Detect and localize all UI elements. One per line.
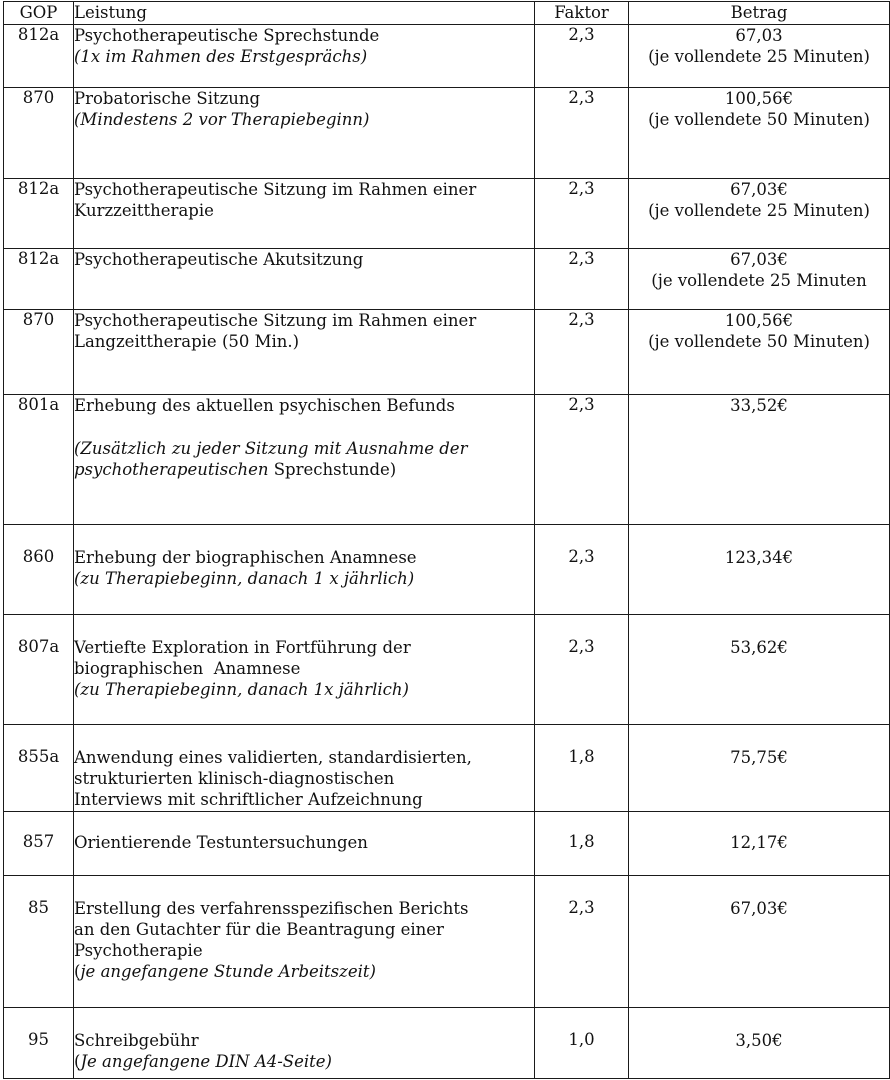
faktor-value: 2,3 (535, 25, 629, 88)
table-row (4, 1008, 890, 1079)
gop-code: 870 (4, 88, 74, 179)
leistung-cell (74, 310, 535, 395)
gop-code: 85 (4, 876, 74, 1008)
faktor-value: 1,8 (535, 812, 629, 876)
betrag-note: (je vollendete 25 Minuten) (648, 47, 870, 66)
betrag-note: (je vollendete 25 Minuten) (648, 201, 870, 220)
leistung-text: Orientierende Testuntersuchungen (74, 833, 368, 852)
table-row (4, 25, 890, 88)
leistung-text: Erhebung des aktuellen psychischen Befunds (74, 396, 455, 415)
faktor-value: 1,8 (535, 725, 629, 812)
betrag-cell (629, 525, 890, 615)
note-open-paren: ( (74, 1052, 81, 1071)
header-gop: GOP (4, 2, 74, 25)
gop-code: 860 (4, 525, 74, 615)
table-row (4, 615, 890, 725)
header-row (4, 2, 890, 25)
betrag-cell (629, 812, 890, 876)
note-open-paren: ( (74, 962, 81, 981)
leistung-cell (74, 249, 535, 310)
leistung-text-line: Anwendung eines validierten, standardisierten, (74, 748, 472, 767)
leistung-note: (1x im Rahmen des Erstgesprächs) (74, 47, 368, 66)
leistung-note-line (74, 1051, 534, 1072)
leistung-text-line: Langzeittherapie (50 Min.) (74, 332, 300, 351)
header-faktor: Faktor (535, 2, 629, 25)
leistung-cell (74, 812, 535, 876)
leistung-note-line (74, 459, 534, 480)
leistung-text-line: Kurzzeittherapie (74, 201, 214, 220)
leistung-cell (74, 725, 535, 812)
leistung-text: Erhebung der biographischen Anamnese (74, 548, 417, 567)
gop-code: 95 (4, 1008, 74, 1079)
leistung-text-line: Vertiefte Exploration in Fortführung der (74, 638, 411, 657)
betrag-value: 33,52€ (730, 396, 788, 415)
table-row (4, 179, 890, 249)
faktor-value: 2,3 (535, 876, 629, 1008)
leistung-note: (Zusätzlich zu jeder Sitzung mit Ausnahme der (74, 439, 468, 458)
betrag-note: (je vollendete 50 Minuten) (648, 332, 870, 351)
faktor-value: 2,3 (535, 395, 629, 525)
betrag-cell (629, 876, 890, 1008)
leistung-text-line: Erstellung des verfahrensspezifischen Berichts (74, 899, 469, 918)
gop-code: 812a (4, 25, 74, 88)
betrag-cell (629, 395, 890, 525)
gop-code: 812a (4, 249, 74, 310)
leistung-cell (74, 525, 535, 615)
leistung-text-line: Psychotherapie (74, 941, 203, 960)
fee-table (3, 1, 890, 1079)
leistung-cell (74, 1008, 535, 1079)
header-leistung: Leistung (74, 2, 535, 25)
betrag-value: 67,03€ (730, 899, 788, 918)
leistung-text: Psychotherapeutische Sprechstunde (74, 26, 380, 45)
betrag-value: 75,75€ (730, 748, 788, 767)
gop-code: 857 (4, 812, 74, 876)
leistung-text: Psychotherapeutische Akutsitzung (74, 250, 364, 269)
leistung-text-line: Interviews mit schriftlicher Aufzeichnung (74, 790, 423, 809)
betrag-value: 12,17€ (730, 833, 788, 852)
gop-code: 807a (4, 615, 74, 725)
betrag-cell (629, 615, 890, 725)
leistung-cell (74, 179, 535, 249)
table-row (4, 310, 890, 395)
betrag-note: (je vollendete 25 Minuten (651, 271, 867, 290)
betrag-value: 100,56€ (724, 311, 794, 330)
faktor-value: 2,3 (535, 615, 629, 725)
gop-code: 870 (4, 310, 74, 395)
betrag-value: 67,03€ (730, 180, 788, 199)
header-betrag: Betrag (629, 2, 890, 25)
faktor-value: 2,3 (535, 525, 629, 615)
leistung-text-line: Psychotherapeutische Sitzung im Rahmen einer (74, 311, 477, 330)
betrag-cell (629, 25, 890, 88)
betrag-cell (629, 249, 890, 310)
leistung-text-line: Psychotherapeutische Sitzung im Rahmen einer (74, 180, 477, 199)
table-row (4, 395, 890, 525)
leistung-note-italic: Je angefangene DIN A4-Seite) (80, 1052, 332, 1071)
table-row (4, 88, 890, 179)
faktor-value: 1,0 (535, 1008, 629, 1079)
betrag-cell (629, 310, 890, 395)
leistung-cell (74, 25, 535, 88)
leistung-note-italic: je angefangene Stunde Arbeitszeit) (80, 962, 376, 981)
leistung-note: (zu Therapiebeginn, danach 1x jährlich) (74, 680, 409, 699)
betrag-value: 53,62€ (730, 638, 788, 657)
betrag-note: (je vollendete 50 Minuten) (648, 110, 870, 129)
faktor-value: 2,3 (535, 310, 629, 395)
table-row (4, 525, 890, 615)
leistung-text-line: strukturierten klinisch-diagnostischen (74, 769, 395, 788)
betrag-value: 3,50€ (735, 1031, 783, 1050)
leistung-cell (74, 395, 535, 525)
leistung-text-line: biographischen Anamnese (74, 659, 301, 678)
leistung-text: Schreibgebühr (74, 1031, 199, 1050)
leistung-cell (74, 88, 535, 179)
gop-code: 855a (4, 725, 74, 812)
leistung-cell (74, 876, 535, 1008)
faktor-value: 2,3 (535, 249, 629, 310)
table-row (4, 725, 890, 812)
leistung-note-line (74, 961, 534, 982)
betrag-cell (629, 88, 890, 179)
betrag-value: 100,56€ (724, 89, 794, 108)
leistung-text: Probatorische Sitzung (74, 89, 261, 108)
faktor-value: 2,3 (535, 88, 629, 179)
leistung-text-line: an den Gutachter für die Beantragung einer (74, 920, 444, 939)
betrag-cell (629, 179, 890, 249)
table-row (4, 812, 890, 876)
betrag-value: 67,03 (735, 26, 783, 45)
faktor-value: 2,3 (535, 179, 629, 249)
leistung-note: (Mindestens 2 vor Therapiebeginn) (74, 110, 370, 129)
gop-code: 801a (4, 395, 74, 525)
betrag-cell (629, 1008, 890, 1079)
gop-code: 812a (4, 179, 74, 249)
betrag-cell (629, 725, 890, 812)
betrag-value: 123,34€ (724, 548, 794, 567)
table-row (4, 876, 890, 1008)
betrag-value: 67,03€ (730, 250, 788, 269)
leistung-note-rest: Sprechstunde) (268, 460, 397, 479)
leistung-cell (74, 615, 535, 725)
leistung-note-italic: psychotherapeutischen (74, 460, 269, 479)
leistung-note: (zu Therapiebeginn, danach 1 x jährlich) (74, 569, 415, 588)
table-row (4, 249, 890, 310)
